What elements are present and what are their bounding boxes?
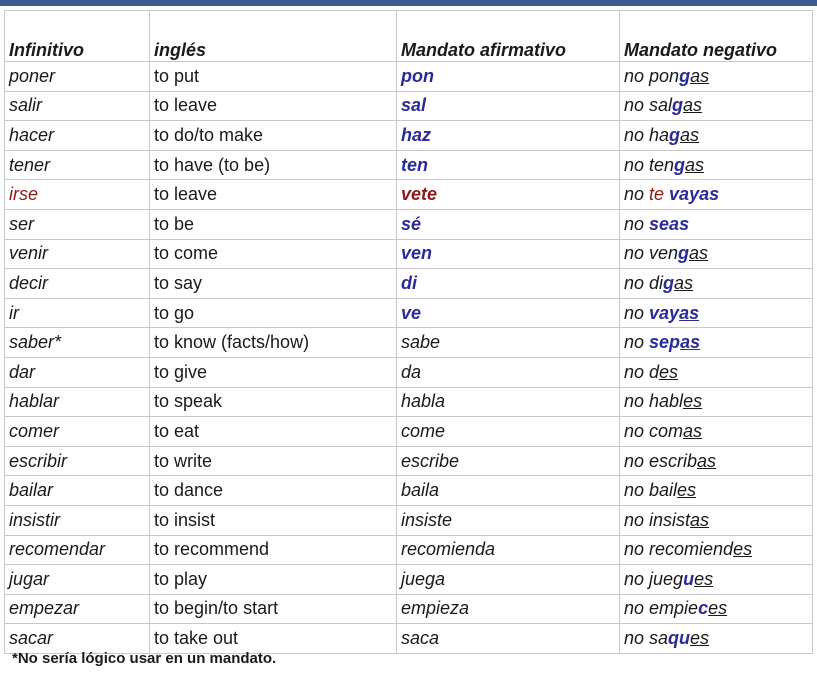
negative-segment: no ten [624, 154, 675, 175]
negative-segment: no insist [624, 509, 691, 530]
cell-ingles: to leave [150, 91, 397, 121]
cell-ingles: to know (facts/how) [150, 328, 397, 358]
negative-segment: no habl [624, 391, 684, 412]
cell-ingles: to come [150, 239, 397, 269]
cell-infinitivo: comer [5, 417, 150, 447]
cell-mandato-afirmativo: recomienda [397, 535, 620, 565]
negative-segment: as [683, 420, 703, 441]
cell-mandato-negativo [620, 239, 813, 269]
negative-segment: no ha [624, 124, 670, 145]
negative-segment: no d [624, 361, 660, 382]
negative-segment: vay [649, 302, 680, 323]
cell-mandato-afirmativo: empieza [397, 594, 620, 624]
cell-mandato-negativo [620, 417, 813, 447]
cell-mandato-negativo [620, 476, 813, 506]
table-row [5, 269, 813, 299]
cell-mandato-afirmativo: haz [397, 121, 620, 151]
negative-segment: no ven [624, 243, 679, 264]
header-row [5, 11, 813, 62]
cell-infinitivo: hablar [5, 387, 150, 417]
cell-infinitivo: saber* [5, 328, 150, 358]
cell-mandato-negativo [620, 535, 813, 565]
negative-segment: es [683, 391, 703, 412]
negative-segment: no [624, 302, 650, 323]
cell-ingles: to dance [150, 476, 397, 506]
cell-ingles: to be [150, 209, 397, 239]
negative-segment: as [679, 302, 700, 323]
cell-mandato-afirmativo: come [397, 417, 620, 447]
negative-segment: no bail [624, 480, 678, 501]
cell-ingles: to put [150, 62, 397, 92]
table-row [5, 565, 813, 595]
negative-segment: vayas [664, 184, 720, 205]
table-row [5, 180, 813, 210]
negative-segment: as [685, 154, 705, 175]
table-row [5, 476, 813, 506]
cell-infinitivo: salir [5, 91, 150, 121]
negative-segment: te [649, 184, 665, 205]
cell-mandato-afirmativo: ve [397, 298, 620, 328]
cell-infinitivo: insistir [5, 505, 150, 535]
cell-mandato-negativo [620, 357, 813, 387]
cell-infinitivo: hacer [5, 121, 150, 151]
negative-segment: as [680, 124, 700, 145]
table-row [5, 150, 813, 180]
cell-mandato-afirmativo: sabe [397, 328, 620, 358]
cell-mandato-afirmativo: ven [397, 239, 620, 269]
negative-segment: no sa [624, 628, 669, 649]
cell-ingles: to play [150, 565, 397, 595]
negative-segment: es [708, 598, 728, 619]
negative-segment: g [669, 124, 681, 145]
cell-ingles: to eat [150, 417, 397, 447]
negative-segment: g [663, 272, 675, 293]
table-row [5, 91, 813, 121]
negative-segment: seas [649, 213, 690, 234]
negative-segment: no di [624, 272, 664, 293]
cell-infinitivo: tener [5, 150, 150, 180]
cell-infinitivo: recomendar [5, 535, 150, 565]
header-ingles: inglés [150, 11, 397, 62]
cell-mandato-afirmativo: baila [397, 476, 620, 506]
cell-mandato-negativo [620, 565, 813, 595]
cell-mandato-negativo [620, 91, 813, 121]
cell-ingles: to do/to make [150, 121, 397, 151]
negative-segment: es [694, 568, 714, 589]
cell-infinitivo: irse [5, 180, 150, 210]
cell-mandato-negativo [620, 387, 813, 417]
cell-mandato-afirmativo: habla [397, 387, 620, 417]
cell-mandato-afirmativo: saca [397, 624, 620, 654]
cell-ingles: to leave [150, 180, 397, 210]
cell-infinitivo: venir [5, 239, 150, 269]
cell-infinitivo: bailar [5, 476, 150, 506]
top-bar [0, 0, 817, 6]
table-row [5, 239, 813, 269]
cell-mandato-negativo [620, 328, 813, 358]
negative-segment: g [672, 95, 684, 116]
negative-segment: es [733, 539, 753, 560]
cell-ingles: to say [150, 269, 397, 299]
table-row [5, 387, 813, 417]
negative-segment: as [674, 272, 694, 293]
negative-segment: no com [624, 420, 684, 441]
cell-ingles: to take out [150, 624, 397, 654]
cell-infinitivo: empezar [5, 594, 150, 624]
negative-segment: es [659, 361, 679, 382]
cell-mandato-afirmativo: pon [397, 62, 620, 92]
cell-infinitivo: dar [5, 357, 150, 387]
negative-segment: as [690, 509, 710, 530]
cell-ingles: to have (to be) [150, 150, 397, 180]
negative-segment: es [690, 628, 710, 649]
negative-segment: no pon [624, 65, 680, 86]
header-infinitivo: Infinitivo [5, 11, 150, 62]
negative-segment: no sal [624, 95, 673, 116]
negative-segment: as [689, 243, 709, 264]
cell-ingles: to write [150, 446, 397, 476]
negative-segment: no escrib [624, 450, 698, 471]
negative-segment: as [690, 65, 710, 86]
cell-infinitivo: poner [5, 62, 150, 92]
cell-mandato-afirmativo: insiste [397, 505, 620, 535]
cell-mandato-negativo [620, 62, 813, 92]
table-row [5, 505, 813, 535]
negative-segment: no empie [624, 598, 699, 619]
negative-segment: no recomiend [624, 539, 734, 560]
cell-infinitivo: decir [5, 269, 150, 299]
table-row [5, 357, 813, 387]
table-row [5, 121, 813, 151]
cell-infinitivo: ser [5, 209, 150, 239]
cell-mandato-afirmativo: vete [397, 180, 620, 210]
table-row [5, 594, 813, 624]
cell-mandato-negativo [620, 209, 813, 239]
cell-ingles: to speak [150, 387, 397, 417]
negative-segment: sep [649, 332, 681, 353]
table-body [5, 62, 813, 654]
negative-segment: as [697, 450, 717, 471]
table-row [5, 446, 813, 476]
cell-mandato-afirmativo: sé [397, 209, 620, 239]
cell-ingles: to insist [150, 505, 397, 535]
negative-segment: qu [668, 628, 691, 649]
table-row [5, 417, 813, 447]
cell-infinitivo: sacar [5, 624, 150, 654]
cell-mandato-afirmativo: juega [397, 565, 620, 595]
table-row [5, 624, 813, 654]
cell-infinitivo: escribir [5, 446, 150, 476]
header-mandato-afirmativo: Mandato afirmativo [397, 11, 620, 62]
cell-mandato-negativo [620, 594, 813, 624]
negative-segment: u [683, 568, 695, 589]
negative-segment: c [698, 598, 709, 619]
cell-mandato-negativo [620, 505, 813, 535]
header-mandato-negativo: Mandato negativo [620, 11, 813, 62]
table-row [5, 328, 813, 358]
cell-infinitivo: jugar [5, 565, 150, 595]
negative-segment: as [683, 95, 703, 116]
cell-mandato-afirmativo: escribe [397, 446, 620, 476]
cell-mandato-negativo [620, 150, 813, 180]
table-row [5, 535, 813, 565]
table-row [5, 62, 813, 92]
footnote: *No sería lógico usar en un mandato. [12, 650, 277, 667]
cell-mandato-afirmativo: da [397, 357, 620, 387]
negative-segment: no [624, 184, 650, 205]
cell-mandato-afirmativo: ten [397, 150, 620, 180]
negative-segment: g [678, 243, 690, 264]
negative-segment: no [624, 332, 650, 353]
negative-segment: no jueg [624, 568, 684, 589]
table-row [5, 298, 813, 328]
cell-ingles: to begin/to start [150, 594, 397, 624]
table-row [5, 209, 813, 239]
commands-table [4, 10, 813, 654]
cell-mandato-afirmativo: di [397, 269, 620, 299]
cell-mandato-negativo [620, 121, 813, 151]
cell-mandato-negativo [620, 298, 813, 328]
cell-mandato-afirmativo: sal [397, 91, 620, 121]
negative-segment: g [674, 154, 686, 175]
cell-mandato-negativo [620, 446, 813, 476]
negative-segment: no [624, 213, 650, 234]
cell-mandato-negativo [620, 624, 813, 654]
cell-ingles: to give [150, 357, 397, 387]
cell-ingles: to recommend [150, 535, 397, 565]
negative-segment: g [679, 65, 691, 86]
cell-ingles: to go [150, 298, 397, 328]
negative-segment: es [677, 480, 697, 501]
cell-mandato-negativo [620, 180, 813, 210]
cell-infinitivo: ir [5, 298, 150, 328]
negative-segment: as [680, 332, 701, 353]
cell-mandato-negativo [620, 269, 813, 299]
